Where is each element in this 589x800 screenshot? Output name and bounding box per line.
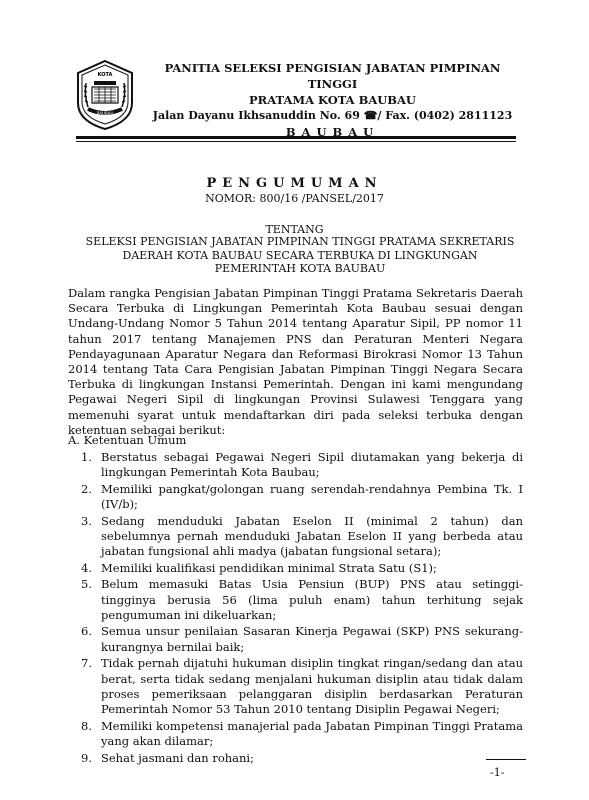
subject-line: DAERAH KOTA BAUBAU SECARA TERBUKA DI LINGKUNGAN bbox=[122, 248, 478, 262]
item-number: 3. bbox=[81, 513, 92, 528]
list-item bbox=[68, 577, 523, 623]
subject-line: PEMERINTAH KOTA BAUBAU bbox=[214, 262, 386, 275]
item-number: 7. bbox=[81, 656, 92, 671]
item-text: Memiliki pangkat/golongan ruang serendah-rendahnya Pembina Tk. I (IV/b); bbox=[101, 481, 523, 511]
letterhead-text bbox=[150, 60, 515, 140]
letterhead-rule-thick bbox=[76, 136, 516, 139]
list-item bbox=[68, 482, 523, 512]
item-text: Berstatus sebagai Pegawai Negeri Sipil diutamakan yang bekerja di lingkungan Pemerintah Kota Baubau; bbox=[101, 449, 523, 479]
list-item bbox=[68, 450, 523, 480]
letterhead bbox=[70, 54, 518, 144]
subject-block bbox=[80, 235, 520, 276]
logo-banner-text: BAUBAU bbox=[96, 111, 114, 116]
intro-paragraph: Dalam rangka Pengisian Jabatan Pimpinan Tinggi Pratama Sekretaris Daerah Secara Terbuka di Lingkungan Pemerintah Kota Baubau sesuai dengan Undang-Undang Nomor 5 Tahun 2014 tentang Aparatur Sipil, PP nomor 11 tahun 2017 tentang Manajemen PNS dan Peraturan Menteri Negara Pendayagunaan Aparatur Negara dan Reformasi Birokrasi Nomor 13 Tahun 2014 tentang Tata Cara Pengisian Jabatan Pimpinan Tinggi Negara Secara Terbuka di lingkungan Instansi Pemerintah. Dengan ini kami mengundang Pegawai Negeri Sipil di lingkungan Provinsi Sulawesi Tenggara yang memenuhi syarat untuk mendaftarkan diri pada seleksi terbuka dengan ketentuan sebagai berikut: bbox=[68, 286, 523, 437]
address-line: Jalan Dayanu Ikhsanuddin No. 69 ☎/ Fax. (0402) 2811123 bbox=[152, 109, 513, 122]
document-number: NOMOR: 800/16 /PANSEL/2017 bbox=[205, 192, 384, 205]
footer-rule bbox=[486, 759, 526, 760]
item-number: 6. bbox=[81, 624, 92, 639]
item-text: Tidak pernah dijatuhi hukuman disiplin tingkat ringan/sedang dan atau berat, serta tidak sedang menjalani hukuman disiplin atau tidak dalam proses pemeriksaan pelanggaran disiplin berdasarkan Peraturan Pemerintah Nomor 53 Tahun 2010 tentang Disiplin Pegawai Negeri; bbox=[101, 656, 523, 716]
committee-name-2: PRATAMA KOTA BAUBAU bbox=[249, 93, 416, 107]
section-heading: A. Ketentuan Umum bbox=[68, 433, 187, 447]
list-item bbox=[68, 624, 523, 654]
item-text: Belum memasuki Batas Usia Pensiun (BUP) PNS atau setinggi-tingginya berusia 56 (lima puluh enam) tahun terhitung sejak pengumuman ini dikeluarkan; bbox=[101, 577, 523, 622]
list-item bbox=[68, 751, 523, 766]
committee-name: PANITIA SELEKSI PENGISIAN JABATAN PIMPINAN TINGGI bbox=[164, 61, 501, 91]
item-text: Sehat jasmani dan rohani; bbox=[101, 750, 254, 765]
city-emblem-icon bbox=[74, 59, 136, 131]
item-text: Memiliki kompetensi manajerial pada Jabatan Pimpinan Tinggi Pratama yang akan dilamar; bbox=[101, 718, 523, 748]
item-number: 9. bbox=[81, 750, 92, 765]
letterhead-rule-thin bbox=[76, 141, 516, 142]
item-text: Sedang menduduki Jabatan Eselon II (minimal 2 tahun) dan sebelumnya pernah menduduki Jabatan Eselon II yang berbeda atau jabatan fungsional ahli madya (jabatan fungsional setara); bbox=[101, 513, 523, 558]
list-item bbox=[68, 561, 523, 576]
tentang-label: TENTANG bbox=[265, 223, 324, 236]
subject-line: SELEKSI PENGISIAN JABATAN PIMPINAN TINGGI PRATAMA SEKRETARIS bbox=[85, 235, 515, 248]
item-number: 4. bbox=[81, 560, 92, 575]
item-number: 2. bbox=[81, 481, 92, 496]
item-text: Memiliki kualifikasi pendidikan minimal Strata Satu (S1); bbox=[101, 560, 437, 575]
page-number: -1- bbox=[490, 766, 505, 779]
city-name: BAUBAU bbox=[285, 125, 380, 139]
item-number: 5. bbox=[81, 577, 92, 592]
item-text: Semua unsur penilaian Sasaran Kinerja Pegawai (SKP) PNS sekurang-kurangnya bernilai baik; bbox=[101, 624, 523, 654]
list-item bbox=[68, 719, 523, 749]
list-item bbox=[68, 656, 523, 717]
item-number: 1. bbox=[81, 449, 92, 464]
list-item bbox=[68, 514, 523, 560]
logo-top-text: KOTA bbox=[97, 72, 113, 78]
section-general-provisions bbox=[68, 433, 523, 766]
document-title: PENGUMUMAN bbox=[206, 176, 383, 191]
item-number: 8. bbox=[81, 718, 92, 733]
